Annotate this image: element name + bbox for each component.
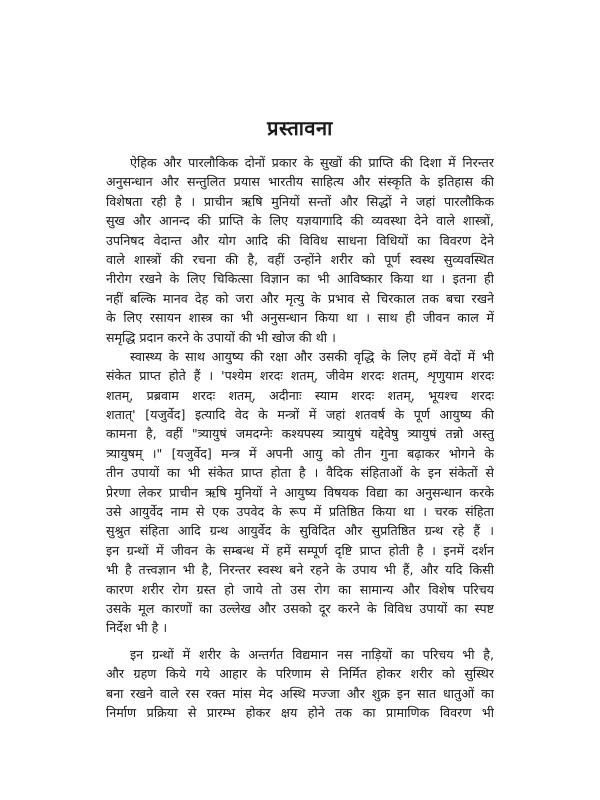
text-line: समृद्धि प्रदान करने के उपायों की भी खोज की थी । [106,329,336,345]
paragraph [106,153,494,347]
text-line: ऐहिक और पारलौकिक दोनों प्रकार के सुखों की प्राप्ति की दिशा में निरन्तर [130,155,494,170]
text-line: उसे आयुर्वेद नाम से एक उपवेद के रूप में प्रतिष्ठित किया था । चरक संहिता [106,504,494,520]
text-line: प्रेरणा लेकर प्राचीन ऋषि मुनियों ने आयुष्य विषयक विद्या का अनुसन्धान करके [106,484,494,500]
text-line: इन ग्रन्थों में शरीर के अन्तर्गत विद्यमान नस नाड़ियों का परिचय भी है, [130,646,494,662]
text-line: सुश्रुत संहिता आदि ग्रन्थ आयुर्वेद के सुविदित और सुप्रतिष्ठित ग्रन्थ रहे हैं । [106,523,494,539]
text-line: बना रखने वाले रस रक्त मांस मेद अस्थि मज्जा और शुक्र इन सात धातुओं का [106,685,494,701]
text-line: सुख और आनन्द की प्राप्ति के लिए यज्ञयागादि की व्यवस्था देने वाले शास्त्रों, [106,213,494,229]
text-line: संकेत प्राप्त होते हैं । 'पश्येम शरदः शतम्, जीवेम शरदः शतम्, शृणुयाम शरदः [106,368,494,384]
page-title: प्रस्तावना [267,116,333,140]
text-line: निर्माण प्रक्रिया से प्रारम्भ होकर क्षय होने तक का प्रामाणिक विवरण भी [106,704,494,720]
text-line: कामना है, वहीं "त्र्यायुषं जमदग्नेः कश्यपस्य त्र्यायुषं यद्देवेषु त्र्यायुषं तन्नो अस्तु [106,426,494,442]
text-line: भी है तत्त्वज्ञान भी है, निरन्तर स्वस्थ बने रहने के उपाय भी हैं, और यदि किसी [106,562,494,578]
text-line: स्वास्थ्य के साथ आयुष्य की रक्षा और उसकी वृद्धि के लिए हमें वेदों में भी [130,348,494,364]
text-line: शतात्' [यजुर्वेद] इत्यादि वेद के मन्त्रों में जहां शतवर्ष के पूर्ण आयुष्य की [106,407,494,423]
text-line: विशेषता रही है । प्राचीन ऋषि मुनियों सन्तों और सिद्धों ने जहां पारलौकिक [106,193,494,209]
paragraph [106,645,494,723]
text-line: निर्देश भी है । [106,620,168,636]
text-line: शतम्, प्रब्रवाम शरदः शतम्, अदीनाः स्याम शरदः शतम्, भूयश्च शरदः [106,387,494,403]
text-line: त्र्यायुषम् ।" [यजुर्वेद] मन्त्र में अपनी आयु को तीन गुना बढ़ाकर भोगने के [106,445,494,461]
text-line: कारण शरीर रोग ग्रस्त हो जाये तो उस रोग का सामान्य और विशेष परिचय [106,581,494,597]
text-line: नहीं बल्कि मानव देह को जरा और मृत्यु के प्रभाव से चिरकाल तक बचा रखने [106,290,494,306]
text-line: अनुसन्धान और सन्तुलित प्रयास भारतीय साहित्य और संस्कृति के इतिहास की [106,174,494,190]
document-body [106,153,494,722]
text-line: तीन उपायों का भी संकेत प्राप्त होता है । वैदिक संहिताओं के इन संकेतों से [106,465,494,481]
text-line: उसके मूल कारणों का उल्लेख और उसको दूर करने के विविध उपायों का स्पष्ट [106,600,494,616]
text-line: वाले शास्त्रों की रचना की है, वहीं उन्होंने शरीर को पूर्ण स्वस्थ सुव्यवस्थित [106,251,494,267]
paragraph [106,347,494,638]
text-line: नीरोग रखने के लिए चिकित्सा विज्ञान का भी आविष्कार किया था । इतना ही [106,271,494,287]
text-line: के लिए रसायन शास्त्र का भी अनुसन्धान किया था । साथ ही जीवन काल में [106,310,494,326]
text-line: और ग्रहण किये गये आहार के परिणाम से निर्मित होकर शरीर को सुस्थिर [106,666,494,682]
text-line: इन ग्रन्थों में जीवन के सम्बन्ध में हमें सम्पूर्ण दृष्टि प्राप्त होती है । इनमें दर्शन [106,542,494,558]
text-line: उपनिषद वेदान्त और योग आदि की विविध साधना विधियों का विवरण देने [106,232,494,248]
